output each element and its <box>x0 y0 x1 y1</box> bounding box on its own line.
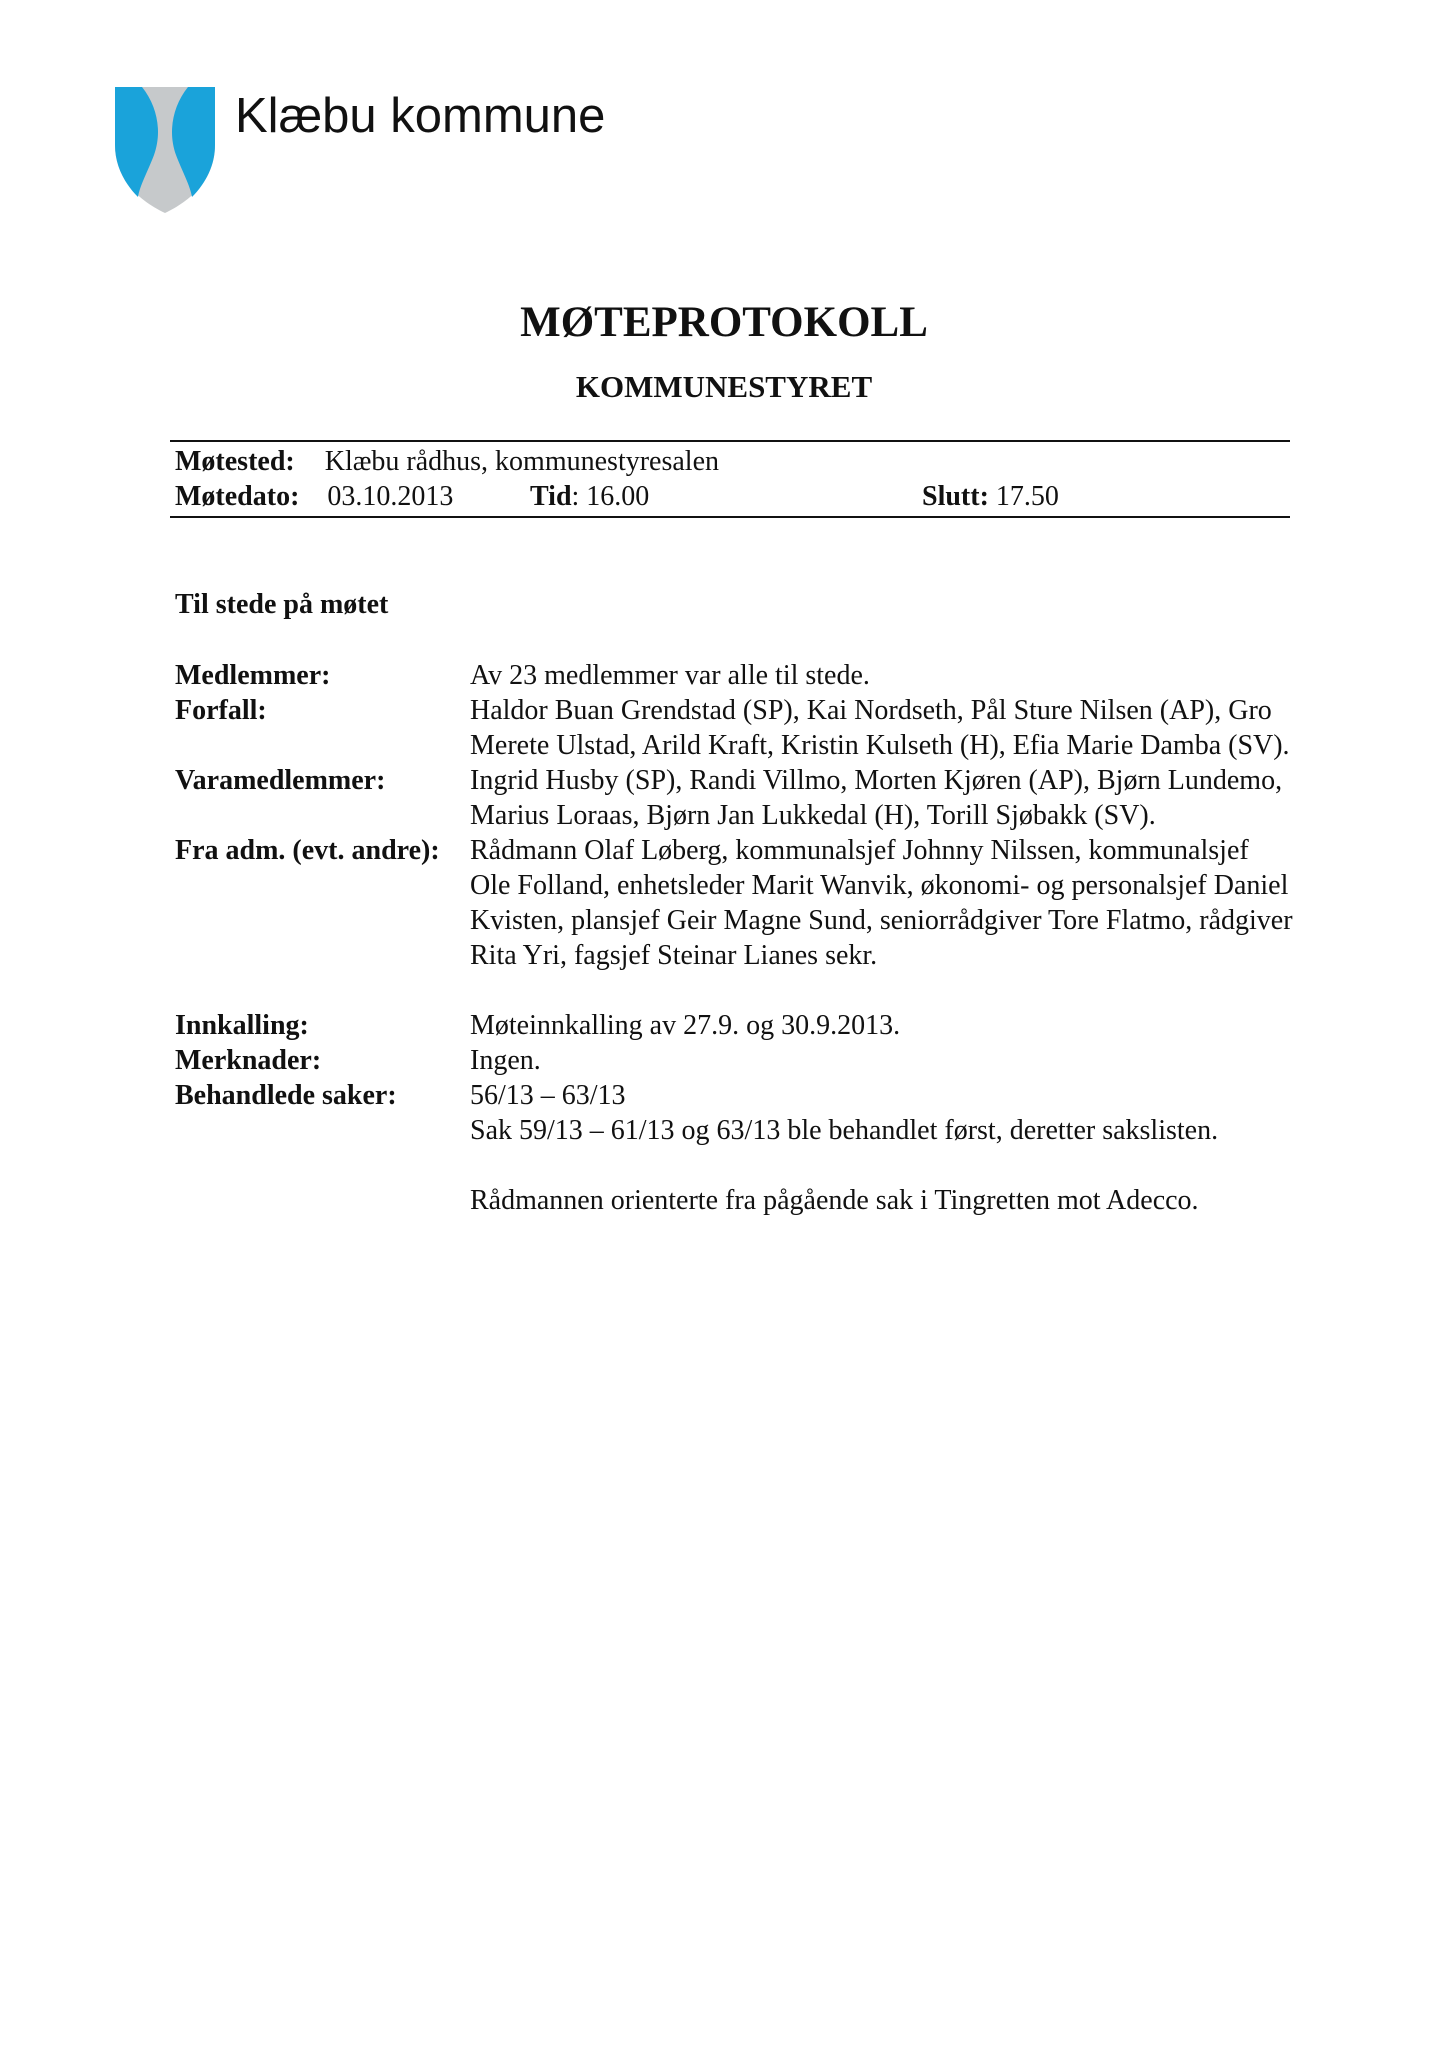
members-row <box>175 658 1295 693</box>
remarks-value: Ingen. <box>470 1045 541 1076</box>
cases-row <box>175 1078 1295 1113</box>
divider-bottom <box>170 516 1290 518</box>
admin-label: Fra adm. (evt. andre): <box>175 835 440 866</box>
admin-value: Rådmann Olaf Løberg, kommunalsjef Johnny Nilssen, kommunalsjef Ole Folland, enhetsleder Marit Wanvik, økonomi- og personalsjef Daniel Kvisten, plansjef Geir Magne Sund, seniorrådgiver Tore Flatmo, rådgiver Rita Yri, fagsjef Steinar Lianes sekr. <box>470 835 1293 971</box>
meeting-date-line <box>175 480 453 514</box>
document-subtitle: KOMMUNESTYRET <box>575 369 873 404</box>
municipality-coat-of-arms-icon <box>112 85 218 215</box>
substitutes-row <box>175 763 1295 833</box>
cases-label: Behandlede saker: <box>175 1080 397 1111</box>
absent-label: Forfall: <box>175 695 267 726</box>
attendance-heading: Til stede på møtet <box>175 589 389 620</box>
remarks-label: Merknader: <box>175 1045 322 1076</box>
spacer <box>175 1148 1295 1183</box>
admin-row <box>175 833 1295 973</box>
meeting-time-value: : 16.00 <box>571 481 650 512</box>
meeting-date-value: 03.10.2013 <box>327 481 454 512</box>
summons-value: Møteinnkalling av 27.9. og 30.9.2013. <box>470 1010 901 1041</box>
absent-value: Haldor Buan Grendstad (SP), Kai Nordseth, Pål Sture Nilsen (AP), Gro Merete Ulstad, Arild Kraft, Kristin Kulseth (H), Efia Marie Damba (SV). <box>470 695 1290 761</box>
meeting-end-value: 17.50 <box>995 481 1059 512</box>
spacer <box>175 973 1295 1008</box>
members-value: Av 23 medlemmer var alle til stede. <box>470 660 870 691</box>
members-label: Medlemmer: <box>175 660 331 691</box>
meeting-time-label: Tid <box>530 481 572 512</box>
briefing-note: Rådmannen orienterte fra pågående sak i Tingretten mot Adecco. <box>470 1185 1199 1216</box>
meeting-date-label: Møtedato: <box>175 481 300 512</box>
absent-row <box>175 693 1295 763</box>
cases-value: 56/13 – 63/13 <box>470 1080 626 1111</box>
substitutes-label: Varamedlemmer: <box>175 765 386 796</box>
attendance-details <box>175 658 1295 1218</box>
document-title: MØTEPROTOKOLL <box>520 299 928 346</box>
meeting-end-label: Slutt: <box>922 481 989 512</box>
substitutes-value: Ingrid Husby (SP), Randi Villmo, Morten Kjøren (AP), Bjørn Lundemo, Marius Loraas, Bjørn Jan Lukkedal (H), Torill Sjøbakk (SV). <box>470 765 1283 831</box>
divider-top <box>170 440 1290 442</box>
cases-note: Sak 59/13 – 61/13 og 63/13 ble behandlet først, deretter sakslisten. <box>470 1115 1219 1146</box>
organization-name: Klæbu kommune <box>235 89 606 143</box>
meeting-end-line <box>922 480 1059 514</box>
meeting-place-value: Klæbu rådhus, kommunestyresalen <box>324 446 720 477</box>
meeting-time-line <box>530 480 649 514</box>
remarks-row <box>175 1043 1295 1078</box>
summons-row <box>175 1008 1295 1043</box>
meeting-place-label: Møtested: <box>175 446 295 477</box>
meeting-place-line <box>175 445 719 479</box>
summons-label: Innkalling: <box>175 1010 309 1041</box>
